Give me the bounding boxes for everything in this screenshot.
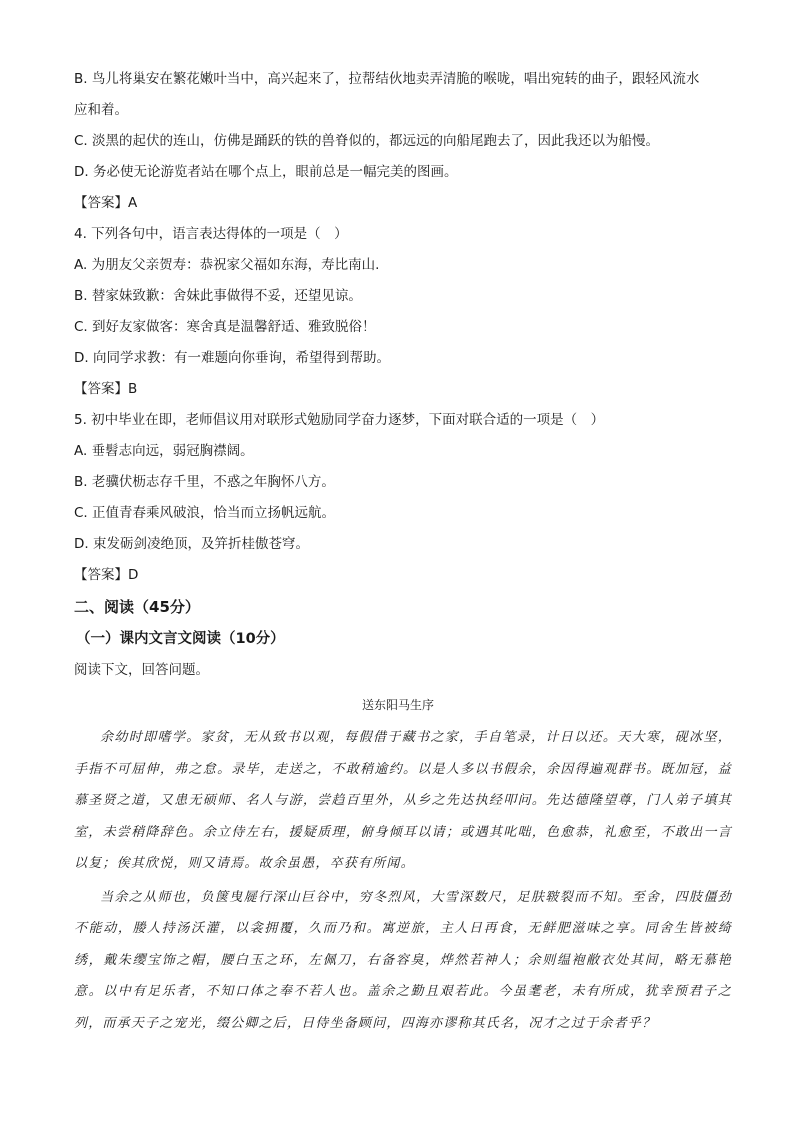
answer-3: 【答案】A [74, 195, 138, 211]
reading-instruction: 阅读下文，回答问题。 [74, 662, 209, 678]
option-4a: A. 为朋友父亲贺寿：恭祝家父福如东海，寿比南山. [74, 257, 380, 273]
answer-4: 【答案】B [74, 381, 138, 397]
passage-paragraph-1: 余幼时即嗜学。家贫，无从致书以观，每假借于藏书之家，手自笔录，计日以还。天大寒，砚冰坚，手指不可屈伸，弗之怠。录毕，走送之，不敢稍逾约。以是人多以书假余，余因得遍观群书。既加冠，益慕圣贤之道，又患无硕师、名人与游，尝趋百里外，从乡之先达执经叩问。先达德隆望尊，门人弟子填其室，未尝稍降辞色。余立侍左右，援疑质理，俯身倾耳以请；或遇其叱咄，色愈恭，礼愈至，不敢出一言以复；俟其欣悦，则又请焉。故余虽愚，卒获有所闻。 [74, 730, 732, 871]
option-5c: C. 正值青春乘风破浪，恰当而立扬帆远航。 [74, 505, 336, 521]
answer-5: 【答案】D [74, 567, 139, 583]
question-4: 4. 下列各句中，语言表达得体的一项是（ ） [74, 226, 348, 242]
option-3b-line-1: B. 鸟儿将巢安在繁花嫩叶当中，高兴起来了，拉帮结伙地卖弄清脆的喉咙，唱出宛转的曲子，跟轻风流水 [74, 71, 700, 87]
option-3d: D. 务必使无论游览者站在哪个点上，眼前总是一幅完美的图画。 [74, 164, 458, 180]
option-5a: A. 垂髫志向远，弱冠胸襟阔。 [74, 443, 254, 459]
passage-title: 送东阳马生序 [361, 698, 434, 712]
option-3b-line-2: 应和着。 [74, 102, 128, 118]
question-5: 5. 初中毕业在即，老师倡议用对联形式勉励同学奋力逐梦，下面对联合适的一项是（ ） [74, 412, 605, 428]
option-4c: C. 到好友家做客：寒舍真是温馨舒适、雅致脱俗！ [74, 319, 376, 335]
option-4b: B. 替家妹致歉：舍妹此事做得不妥，还望见谅。 [74, 288, 362, 304]
passage-paragraph-2: 当余之从师也，负箧曳屣行深山巨谷中，穷冬烈风，大雪深数尺，足肤皲裂而不知。至舍，四肢僵劲不能动，媵人持汤沃灌，以衾拥覆，久而乃和。寓逆旅，主人日再食，无鲜肥滋味之享。同舍生皆被绮绣，戴朱缨宝饰之帽，腰白玉之环，左佩刀，右备容臭，烨然若神人；余则缊袍敝衣处其间，略无慕艳意。以中有足乐者，不知口体之奉不若人也。盖余之勤且艰若此。今虽耄老，未有所成，犹幸预君子之列，而承天子之宠光，缀公卿之后，日侍坐备顾问，四海亦谬称其氏名，况才之过于余者乎？ [74, 889, 732, 1031]
option-4d: D. 向同学求教：有一难题向你垂询，希望得到帮助。 [74, 350, 390, 366]
option-3c: C. 淡黑的起伏的连山，仿佛是踊跃的铁的兽脊似的，都远远的向船尾跑去了，因此我还以为船慢。 [74, 133, 660, 149]
subsection-title-classical: （一）课内文言文阅读（10分） [76, 631, 285, 647]
option-5d: D. 束发砺剑凌绝顶，及笄折桂傲苍穹。 [74, 536, 309, 552]
option-5b: B. 老骥伏枥志存千里，不惑之年胸怀八方。 [74, 474, 335, 490]
section-title-reading: 二、阅读（45分） [74, 598, 200, 616]
